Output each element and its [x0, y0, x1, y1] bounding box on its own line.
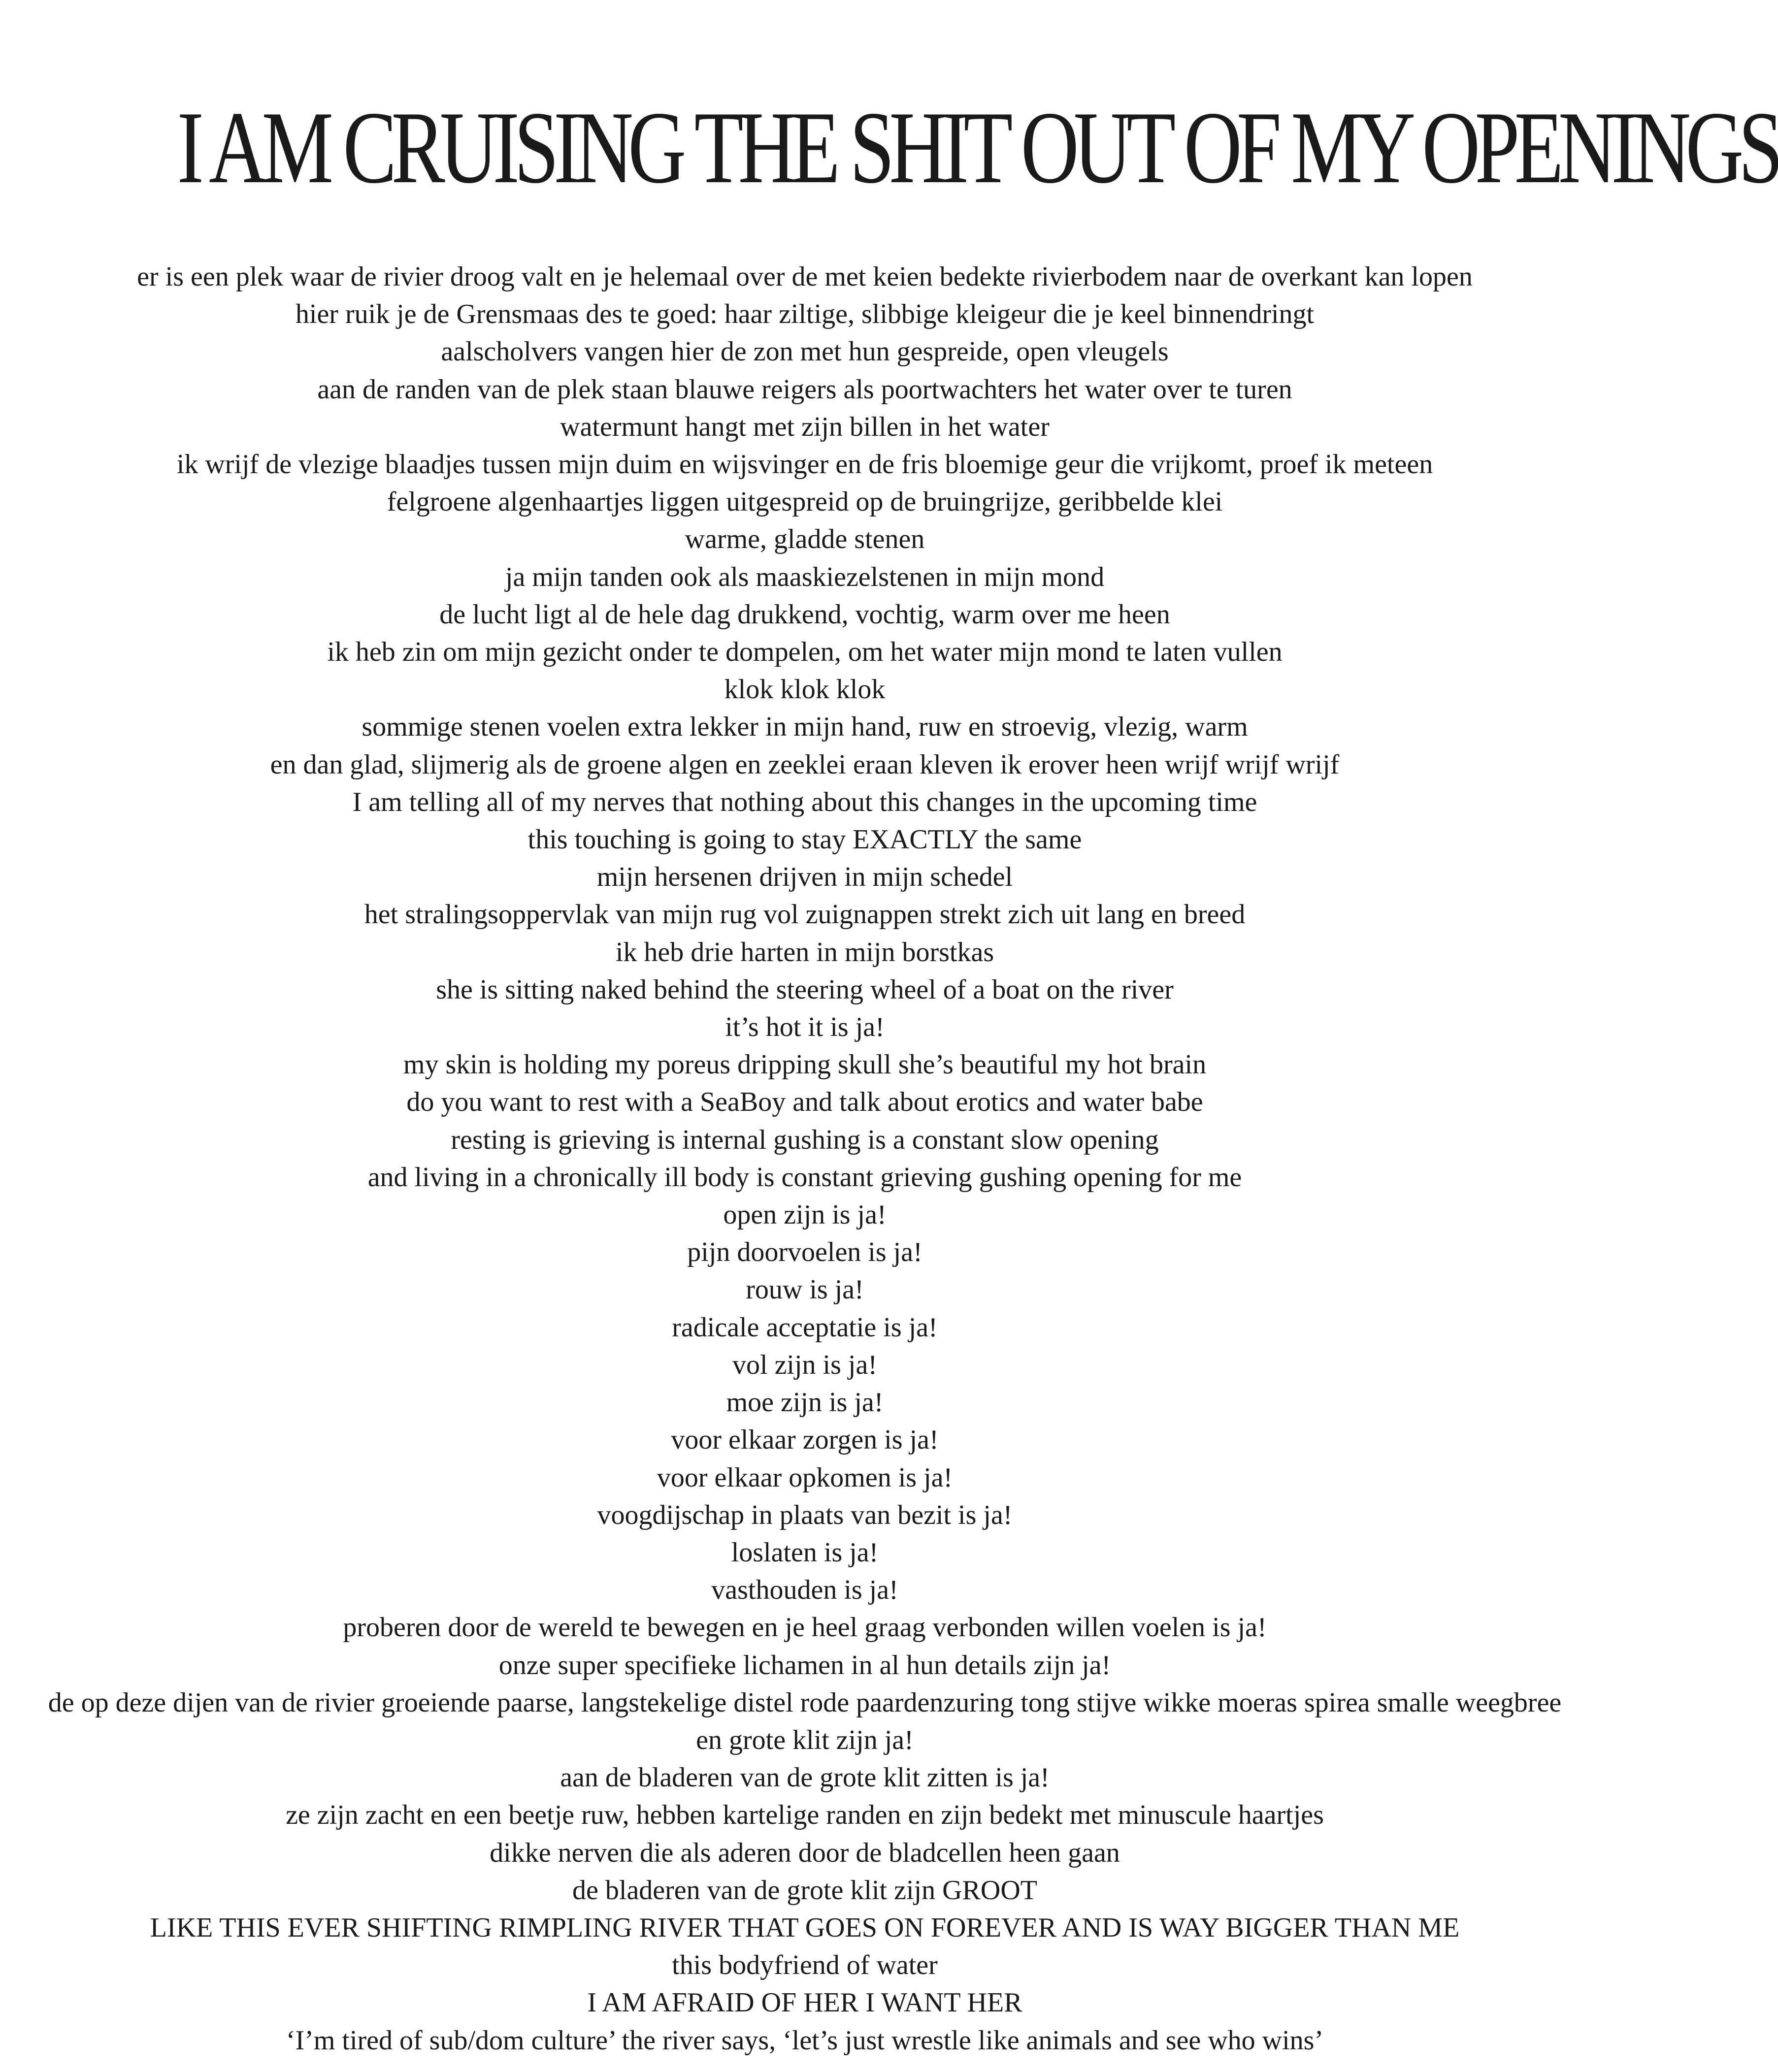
poem-line: ik wrijf de vlezige blaadjes tussen mijn duim en wijsvinger en de fris bloemige geur die vrijkomt, proef ik meteen — [176, 449, 1433, 480]
poem-line: loslaten is ja! — [731, 1537, 879, 1568]
poem-line: ik heb drie harten in mijn borstkas — [615, 937, 994, 968]
poem-line: onze super specifieke lichamen in al hun details zijn ja! — [498, 1650, 1111, 1681]
poem-line: it’s hot it is ja! — [725, 1012, 885, 1043]
poem-line: she is sitting naked behind the steering wheel of a boat on the river — [436, 974, 1174, 1005]
poem-line: dikke nerven die als aderen door de bladcellen heen gaan — [490, 1837, 1120, 1868]
poem-line: warme, gladde stenen — [685, 524, 925, 555]
poem-line: voor elkaar opkomen is ja! — [657, 1462, 953, 1493]
poem-line: moe zijn is ja! — [726, 1387, 884, 1418]
poem-line: radicale acceptatie is ja! — [672, 1312, 938, 1343]
poem-body — [39, 258, 1570, 2059]
poem-line: ik heb zin om mijn gezicht onder te dompelen, om het water mijn mond te laten vullen — [327, 637, 1283, 668]
poem-line: aalscholvers vangen hier de zon met hun gespreide, open vleugels — [441, 336, 1169, 367]
poem-line: hier ruik je de Grensmaas des te goed: haar ziltige, slibbige kleigeur die je keel binnendringt — [295, 299, 1315, 330]
poem-line: pijn doorvoelen is ja! — [687, 1237, 922, 1268]
poem-line: vol zijn is ja! — [732, 1349, 877, 1380]
poem-line: this bodyfriend of water — [672, 1950, 938, 1981]
poem-line: voogdijschap in plaats van bezit is ja! — [597, 1499, 1013, 1530]
poem-line: LIKE THIS EVER SHIFTING RIMPLING RIVER THAT GOES ON FOREVER AND IS WAY BIGGER THAN ME — [150, 1912, 1460, 1943]
poem-line: ze zijn zacht en een beetje ruw, hebben kartelige randen en zijn bedekt met minuscule haartjes — [286, 1800, 1324, 1831]
poem-line: de op deze dijen van de rivier groeiende paarse, langstekelige distel rode paardenzuring tong stijve wikke moeras spirea smalle weegbree en grote klit zijn ja! — [48, 1687, 1562, 1755]
poem-line: ja mijn tanden ook als maaskiezelstenen in mijn mond — [505, 561, 1105, 592]
poem-line: this touching is going to stay EXACTLY the same — [527, 824, 1082, 855]
poem-line: proberen door de wereld te bewegen en je heel graag verbonden willen voelen is ja! — [343, 1612, 1267, 1643]
poem-title: I AM CRUISING THE SHIT OUT OF MY OPENINGS — [177, 91, 1778, 205]
poem-line: en dan glad, slijmerig als de groene algen en zeeklei eraan kleven ik erover heen wrijf wrijf wrijf — [270, 749, 1340, 780]
poem-line: I am telling all of my nerves that nothing about this changes in the upcoming time — [352, 786, 1257, 817]
poem-line: aan de randen van de plek staan blauwe reigers als poortwachters het water over te turen — [317, 374, 1292, 405]
poem-line: do you want to rest with a SeaBoy and talk about erotics and water babe — [406, 1087, 1203, 1118]
poem-line: rouw is ja! — [746, 1274, 864, 1305]
poem-line: open zijn is ja! — [723, 1199, 887, 1230]
poem-line: sommige stenen voelen extra lekker in mijn hand, ruw en stroevig, vlezig, warm — [362, 712, 1248, 743]
poem-line: voor elkaar zorgen is ja! — [671, 1424, 939, 1456]
poem-line: watermunt hangt met zijn billen in het water — [560, 411, 1050, 442]
poem-line: and living in a chronically ill body is constant grieving gushing opening for me — [367, 1162, 1242, 1193]
poem-line: klok klok klok — [724, 674, 886, 705]
poem-line: de bladeren van de grote klit zijn GROOT — [572, 1875, 1037, 1906]
poem-line: resting is grieving is internal gushing is a constant slow opening — [451, 1124, 1159, 1155]
poem-line: het stralingsoppervlak van mijn rug vol zuignappen strekt zich uit lang en breed — [364, 899, 1246, 930]
poem-line: vasthouden is ja! — [711, 1575, 898, 1606]
poem-line: mijn hersenen drijven in mijn schedel — [596, 862, 1013, 893]
poem-line: I AM AFRAID OF HER I WANT HER — [587, 1987, 1022, 2018]
poem-line: ‘I’m tired of sub/dom culture’ the river says, ‘let’s just wrestle like animals and see who wins’ — [286, 2025, 1324, 2056]
poem-line: aan de bladeren van de grote klit zitten is ja! — [560, 1762, 1050, 1793]
poem-line: my skin is holding my poreus dripping skull she’s beautiful my hot brain — [403, 1049, 1207, 1080]
poem-line: felgroene algenhaartjes liggen uitgespreid op de bruingrijze, geribbelde klei — [387, 486, 1223, 518]
poem-line: er is een plek waar de rivier droog valt en je helemaal over de met keien bedekte rivierbodem naar de overkant kan lopen — [137, 261, 1473, 292]
poem-line: de lucht ligt al de hele dag drukkend, vochtig, warm over me heen — [439, 599, 1170, 630]
